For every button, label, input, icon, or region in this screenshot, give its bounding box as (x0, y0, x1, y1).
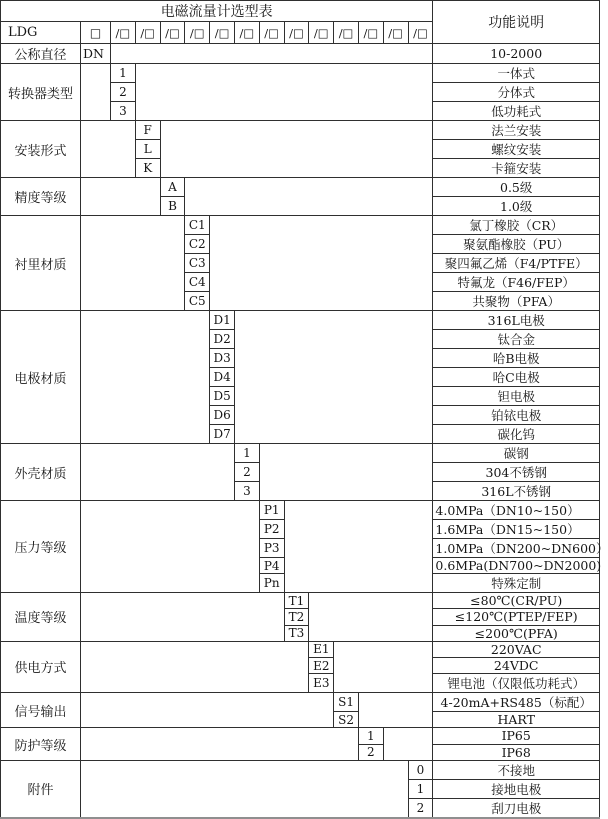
option-code: S2 (334, 712, 359, 728)
option-code: 1 (358, 728, 383, 744)
option-desc: 碳钢 (433, 444, 600, 463)
option-code: 0 (408, 760, 433, 779)
option-desc: 铂铱电极 (433, 406, 600, 425)
category-label: 转换器类型 (1, 64, 81, 121)
option-code: T1 (284, 593, 309, 609)
option-code: 1 (234, 444, 259, 463)
code-slot: /□ (259, 22, 284, 44)
option-code: P2 (259, 520, 284, 539)
option-desc: 1.6MPa（DN15~150） (433, 520, 600, 539)
option-code: 2 (358, 744, 383, 760)
empty-region (81, 501, 260, 593)
code-slot: /□ (160, 22, 185, 44)
code-slot: /□ (284, 22, 309, 44)
code-slot: /□ (135, 22, 160, 44)
empty-region (234, 311, 432, 444)
empty-region (383, 728, 433, 760)
option-code: D3 (210, 349, 235, 368)
category-label: 电极材质 (1, 311, 81, 444)
option-desc: ≤200℃(PFA) (433, 625, 600, 641)
model-box: □ (81, 22, 111, 44)
option-code: P4 (259, 558, 284, 574)
code-slot: /□ (111, 22, 136, 44)
option-desc: 聚四氟乙烯（F4/PTFE） (433, 254, 600, 273)
option-desc: 哈C电极 (433, 368, 600, 387)
option-code: 1 (111, 64, 136, 83)
option-desc: 分体式 (433, 83, 600, 102)
empty-region (81, 728, 359, 760)
option-code: D5 (210, 387, 235, 406)
empty-region (81, 121, 136, 178)
empty-region (334, 641, 433, 692)
option-code: 2 (408, 798, 433, 818)
option-desc: 一体式 (433, 64, 600, 83)
option-desc: 不接地 (433, 760, 600, 779)
option-desc: IP68 (433, 744, 600, 760)
table-title: 电磁流量计选型表 (1, 1, 433, 22)
option-code: C1 (185, 216, 210, 235)
empty-region (210, 216, 433, 311)
option-desc: HART (433, 712, 600, 728)
empty-region (81, 178, 161, 216)
code-slot: /□ (408, 22, 433, 44)
option-desc: 1.0级 (433, 197, 600, 216)
option-desc: 低功耗式 (433, 102, 600, 121)
empty-region (81, 593, 285, 642)
option-code: DN (81, 44, 111, 64)
code-slot: /□ (358, 22, 383, 44)
empty-region (81, 693, 334, 728)
empty-region (160, 121, 433, 178)
model-code: LDG (1, 22, 81, 44)
option-code: C2 (185, 235, 210, 254)
empty-region (81, 64, 111, 121)
option-code: E3 (309, 674, 334, 693)
option-desc: ≤120℃(PTEP/FEP) (433, 609, 600, 625)
empty-region (185, 178, 433, 216)
option-desc: 哈B电极 (433, 349, 600, 368)
empty-region (284, 501, 433, 593)
option-desc: 卡箍安装 (433, 159, 600, 178)
empty-region (81, 641, 309, 692)
option-desc: 220VAC (433, 641, 600, 657)
option-desc: 0.6MPa(DN700~DN2000) (433, 558, 600, 574)
category-label: 温度等级 (1, 593, 81, 642)
option-code: S1 (334, 693, 359, 712)
option-code: P3 (259, 539, 284, 558)
option-desc: 聚氨酯橡胶（PU） (433, 235, 600, 254)
option-code: D7 (210, 425, 235, 444)
option-desc: 氯丁橡胶（CR） (433, 216, 600, 235)
category-label: 附件 (1, 760, 81, 818)
option-code: 1 (408, 779, 433, 798)
function-header: 功能说明 (433, 1, 600, 44)
option-desc: 锂电池（仅限低功耗式） (433, 674, 600, 693)
option-code: Pn (259, 574, 284, 593)
category-label: 精度等级 (1, 178, 81, 216)
option-desc: 共聚物（PFA） (433, 292, 600, 311)
code-slot: /□ (185, 22, 210, 44)
option-code: C3 (185, 254, 210, 273)
category-label: 供电方式 (1, 641, 81, 692)
code-slot: /□ (334, 22, 359, 44)
empty-region (81, 760, 409, 818)
code-slot: /□ (210, 22, 235, 44)
option-desc: 接地电极 (433, 779, 600, 798)
option-code: F (135, 121, 160, 140)
option-desc: ≤80℃(CR/PU) (433, 593, 600, 609)
option-code: T3 (284, 625, 309, 641)
empty-region (81, 216, 185, 311)
option-code: C5 (185, 292, 210, 311)
option-code: D1 (210, 311, 235, 330)
category-label: 安装形式 (1, 121, 81, 178)
category-label: 信号输出 (1, 693, 81, 728)
category-label: 衬里材质 (1, 216, 81, 311)
option-code: E2 (309, 657, 334, 673)
option-code: A (160, 178, 185, 197)
option-code: C4 (185, 273, 210, 292)
option-code: 3 (111, 102, 136, 121)
option-code: 2 (111, 83, 136, 102)
option-desc: 螺纹安装 (433, 140, 600, 159)
option-code: D6 (210, 406, 235, 425)
option-desc: 碳化钨 (433, 425, 600, 444)
option-desc: 刮刀电极 (433, 798, 600, 818)
option-code: L (135, 140, 160, 159)
category-label: 防护等级 (1, 728, 81, 760)
empty-region (81, 311, 210, 444)
empty-region (135, 64, 433, 121)
option-code: P1 (259, 501, 284, 520)
option-desc: 法兰安装 (433, 121, 600, 140)
empty-region (81, 444, 235, 501)
code-slot: /□ (383, 22, 408, 44)
option-desc: 316L不锈钢 (433, 482, 600, 501)
option-desc: 10-2000 (433, 44, 600, 64)
option-code: K (135, 159, 160, 178)
option-desc: 0.5级 (433, 178, 600, 197)
option-code: D4 (210, 368, 235, 387)
option-desc: 特氟龙（F46/FEP） (433, 273, 600, 292)
empty-region (259, 444, 433, 501)
code-slot: /□ (309, 22, 334, 44)
option-code: T2 (284, 609, 309, 625)
option-code: 3 (234, 482, 259, 501)
category-label: 公称直径 (1, 44, 81, 64)
option-desc: 钽电极 (433, 387, 600, 406)
option-desc: 1.0MPa（DN200~DN600） (433, 539, 600, 558)
category-label: 压力等级 (1, 501, 81, 593)
option-desc: 4-20mA+RS485（标配） (433, 693, 600, 712)
option-desc: 特殊定制 (433, 574, 600, 593)
empty-region (358, 693, 432, 728)
option-code: D2 (210, 330, 235, 349)
option-desc: 24VDC (433, 657, 600, 673)
option-code: E1 (309, 641, 334, 657)
option-desc: 316L电极 (433, 311, 600, 330)
category-label: 外壳材质 (1, 444, 81, 501)
code-slot: /□ (234, 22, 259, 44)
option-code: 2 (234, 463, 259, 482)
option-code: B (160, 197, 185, 216)
option-desc: 304不锈钢 (433, 463, 600, 482)
empty-region (309, 593, 433, 642)
empty-region (111, 44, 433, 64)
option-desc: 4.0MPa（DN10~150） (433, 501, 600, 520)
option-desc: 钛合金 (433, 330, 600, 349)
option-desc: IP65 (433, 728, 600, 744)
